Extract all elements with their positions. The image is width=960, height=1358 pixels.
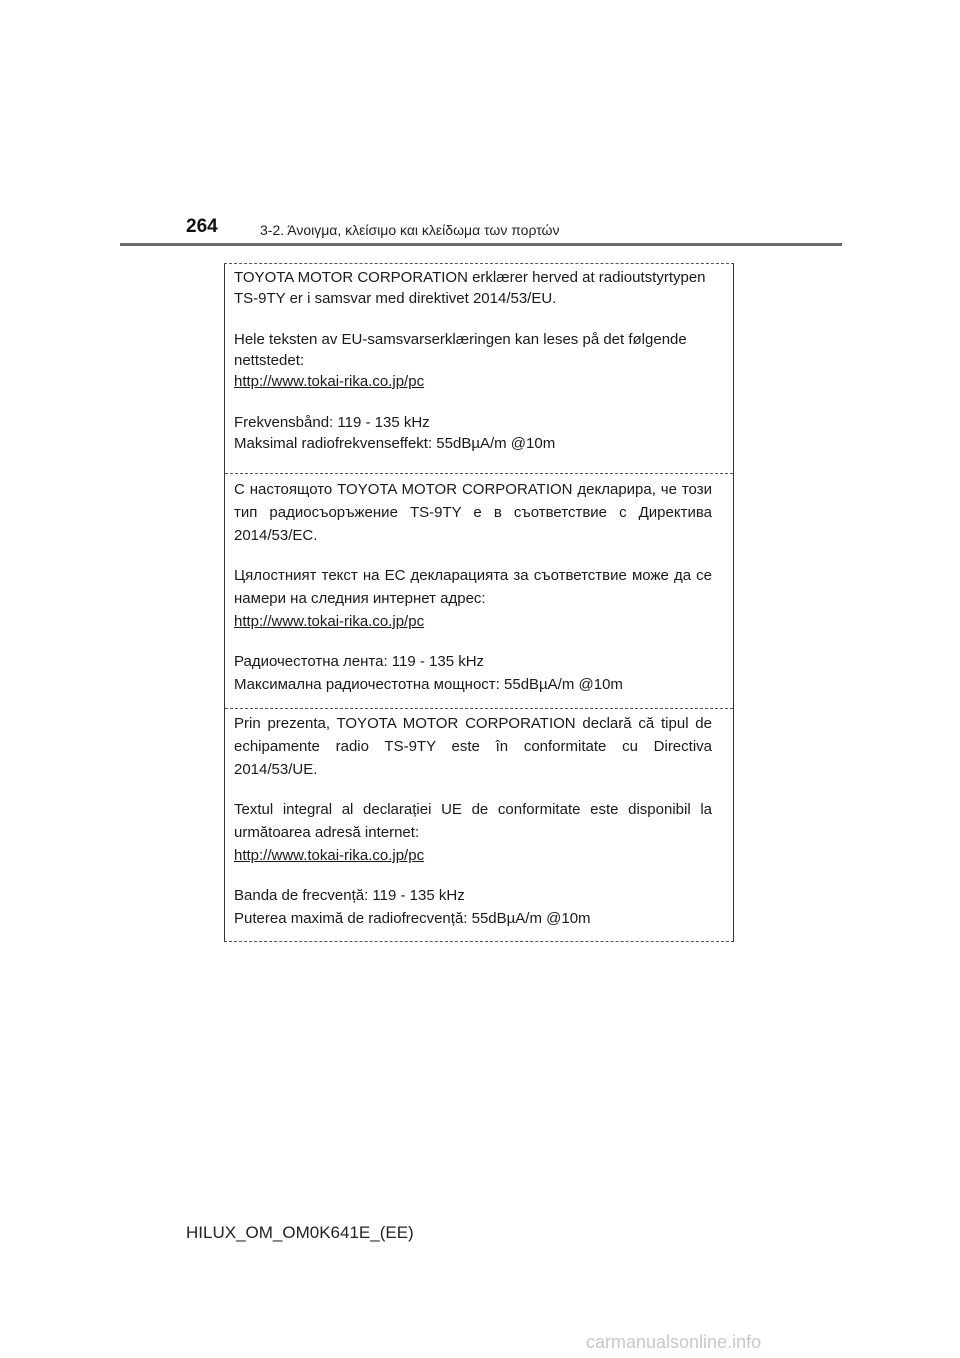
frequency-band: Frekvensbånd: 119 - 135 kHz bbox=[234, 414, 430, 431]
declaration-norwegian bbox=[234, 267, 712, 454]
max-power: Puterea maximă de radiofrecvență: 55dBµA/m @10m bbox=[234, 910, 591, 927]
declaration-link[interactable]: http://www.tokai-rika.co.jp/pc bbox=[234, 613, 425, 630]
frequency-band: Banda de frecvență: 119 - 135 kHz bbox=[234, 887, 465, 904]
watermark: carmanualsonline.info bbox=[586, 1332, 762, 1352]
header-rule bbox=[120, 243, 842, 246]
declaration-box bbox=[224, 263, 734, 942]
declaration-bulgarian bbox=[234, 478, 712, 696]
declaration-statement: TOYOTA MOTOR CORPORATION erklærer herved at radioutstyrtypen TS-9TY er i samsvar med direktivet 2014/53/EU. bbox=[234, 269, 706, 307]
page-number: 264 bbox=[186, 216, 218, 237]
declaration-link[interactable]: http://www.tokai-rika.co.jp/pc bbox=[234, 373, 425, 390]
declaration-statement: С настоящото TOYOTA MOTOR CORPORATION декларира, че този тип радиосъоръжение TS-9TY е в съответствие с Директива 2014/53/ЕС. bbox=[234, 481, 712, 544]
full-text-info: Цялостният текст на ЕС декларацията за съответствие може да се намери на следния интернет адрес: bbox=[234, 567, 712, 607]
section-divider bbox=[225, 473, 733, 474]
full-text-info: Hele teksten av EU-samsvarserklæringen kan leses på det følgende nettstedet: bbox=[234, 331, 687, 369]
declaration-romanian bbox=[234, 712, 712, 930]
declaration-link[interactable]: http://www.tokai-rika.co.jp/pc bbox=[234, 847, 425, 864]
full-text-info: Textul integral al declarației UE de conformitate este disponibil la următoarea adresă internet: bbox=[234, 801, 712, 841]
max-power: Maksimal radiofrekvenseffekt: 55dBµA/m @10m bbox=[234, 435, 556, 452]
section-divider bbox=[225, 708, 733, 709]
declaration-statement: Prin prezenta, TOYOTA MOTOR CORPORATION declară că tipul de echipamente radio TS-9TY este în conformitate cu Directiva 2014/53/UE. bbox=[234, 715, 712, 778]
frequency-band: Радиочестотна лента: 119 - 135 kHz bbox=[234, 653, 485, 670]
max-power: Максимална радиочестотна мощност: 55dBµA/m @10m bbox=[234, 676, 623, 693]
section-title: 3-2. Άνοιγμα, κλείσιμο και κλείδωμα των πορτών bbox=[260, 222, 560, 238]
document-code: HILUX_OM_OM0K641E_(EE) bbox=[186, 1223, 414, 1242]
